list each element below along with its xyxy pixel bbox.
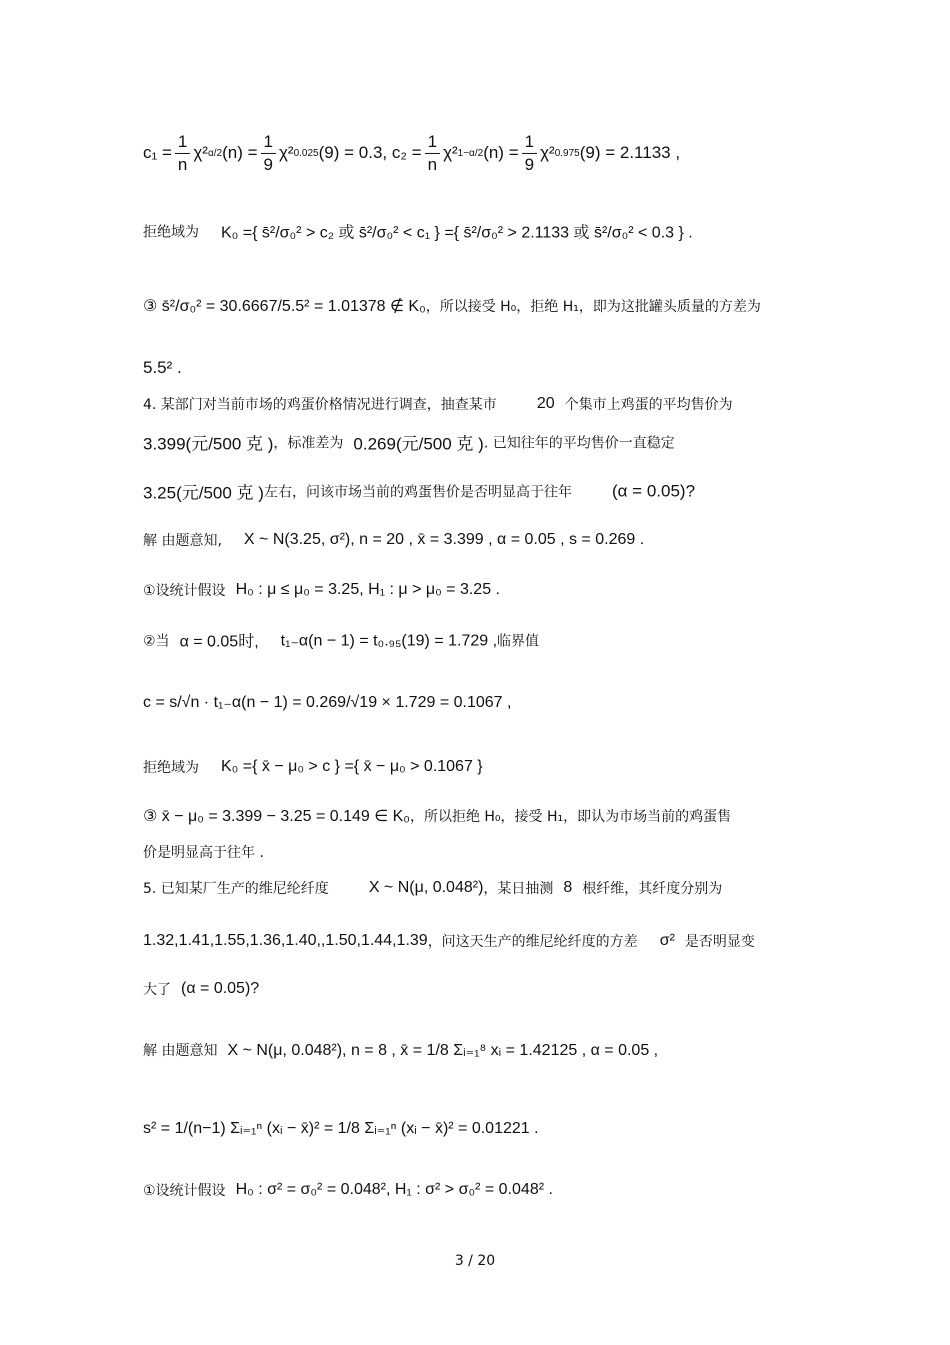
reject-region-1 [143,220,820,243]
sol5-label: 解 由题意知 [143,1043,218,1059]
h4-hypothesis [143,580,820,600]
label-reject-region: 拒绝域为 [143,224,199,240]
q5-line-1 [143,878,820,898]
sol5-formula: X ~ N(μ, 0.048²), n = 8 , x̄ = 1/8 Σᵢ₌₁⁸ xᵢ = 1.42125 , α = 0.05 , [227,1042,659,1059]
formula-sub: 0.025 [293,147,319,159]
fraction: $\frac{1}{9}$ [522,132,537,174]
q5-text-5: 是否明显变 [684,934,755,950]
q5-distribution: X ~ N(μ, 0.048²) [368,879,484,896]
fraction: $\frac{1}{n}$ [175,132,190,174]
q4-std-price: 0.269(元/500 克 ) [353,434,484,454]
fraction: $\frac{1}{9}$ [261,132,276,174]
q5-text: 5. 已知某厂生产的维尼纶纤度 [143,881,329,897]
q4-text-3: . 已知往年的平均售价一直稳定 [483,435,675,451]
formula-part: c₁ = [143,143,172,162]
text-step3-accept: ，所以接受 H₀，拒绝 H₁，即为这批罐头质量的方差为 [425,299,761,315]
q4-alpha: (α = 0.05)? [611,481,696,500]
t4-formula: t₁₋α(n − 1) = t₀.₉₅(19) = 1.729 , [280,632,498,649]
h4-formula: H₀ : μ ≤ μ₀ = 3.25, H₁ : μ > μ₀ = 3.25 . [235,581,500,598]
h5-formula: H₀ : σ² = σ₀² = 0.048², H₁ : σ² > σ₀² = 0.048² . [235,1181,553,1198]
q4-text-2: 个集市上鸡蛋的平均售价为 [564,397,733,413]
h5-label: ①设统计假设 [143,1183,226,1199]
text-step3-reject-end: 价是明显高于往年 . [143,845,264,861]
text-step3-accept-end: 5.5² . [143,358,182,377]
formula-part: χ² [278,143,294,162]
formula-part: (n) = [483,143,519,162]
q5-line-2 [143,931,820,951]
q4-mean-price: 3.399(元/500 克 ) [143,434,274,454]
q5-text-2: ，某日抽测 [483,881,554,897]
q4-text: 4. 某部门对当前市场的鸡蛋价格情况进行调查，抽查某市 [143,397,497,413]
formula-part: χ² [193,143,208,162]
q4-text-4: 左右，问该市场当前的鸡蛋售价是否明显高于往年 [263,484,572,500]
text-step3-reject: ，所以拒绝 H₀，接受 H₁，即认为市场当前的鸡蛋售 [409,809,732,825]
formula-part: χ² [443,143,458,162]
formula-step3-reject: ③ x̄ − μ₀ = 3.399 − 3.25 = 0.149 ∈ K₀ [143,808,410,825]
sol5-given [143,1040,820,1060]
t4-text: 临界值 [497,633,540,649]
q5-text-4: ，问这天生产的维尼纶纤度的方差 [427,934,638,950]
formula-part: (9) = 0.3, c₂ = [318,143,422,162]
formula-reject-region-4: K₀ ={ x̄ − μ₀ > c } ={ x̄ − μ₀ > 0.1067 } [221,758,483,775]
formula-sub: 1−α/2 [457,147,484,159]
q5-samples: 1.32,1.41,1.55,1.36,1.40,,1.50,1.44,1.39 [143,932,428,949]
reject-region-4 [143,757,820,777]
sol4-label: 解 由题意知, [143,533,222,549]
step3-accept [143,296,820,316]
c4-formula: c = s/√n · t₁₋α(n − 1) = 0.269/√19 × 1.729 = 0.1067 , [143,694,512,711]
s5-formula: s² = 1/(n−1) Σᵢ₌₁ⁿ (xᵢ − x̄)² = 1/8 Σᵢ₌₁ⁿ (xᵢ − x̄)² = 0.01221 . [143,1120,539,1137]
formula-part: (n) = [222,143,258,162]
sol4-formula: X ~ N(3.25, σ²), n = 20 , x̄ = 3.399 , α = 0.05 , s = 0.269 . [243,531,645,548]
formula-reject-region-1: K₀ ={ s̄²/σ₀² > c₂ 或 s̄²/σ₀² < c₁ } ={ s̄²/σ₀² > 2.1133 或 s̄²/σ₀² < 0.3 } . [221,224,693,242]
formula-step3-accept: ③ s̄²/σ₀² = 30.6667/5.5² = 1.01378 ∉ K₀ [143,298,426,315]
q4-line-1 [143,394,820,414]
t4-alpha: α = 0.05时, [179,633,259,651]
formula-part: χ² [540,143,555,162]
q5-text-3: 根纤维，其纤度分别为 [582,881,723,897]
formula-sub: 0.975 [554,147,580,159]
q5-sigma2: σ² [659,932,675,949]
q5-count: 8 [563,879,573,896]
q4-past-price: 3.25(元/500 克 ) [143,483,264,503]
fraction: $\frac{1}{n}$ [425,132,440,174]
q4-count: 20 [536,395,555,412]
formula-part: (9) = 2.1133 , [579,143,681,162]
t4-quantile [143,629,820,652]
q4-text-std: ，标准差为 [273,435,344,451]
q4-line-3 [143,479,820,504]
q5-text-6: 大了 [143,982,171,998]
formula-sub: α/2 [207,147,223,159]
t4-label: ②当 [143,633,170,649]
q4-line-2 [143,430,820,455]
formula-c1-c2 [143,132,820,174]
h4-label: ①设统计假设 [143,583,226,599]
q5-line-3 [143,979,820,999]
step3-reject [143,806,820,826]
q5-alpha: (α = 0.05)? [181,980,260,997]
label-reject-region-4: 拒绝域为 [143,760,199,776]
sol4-given [143,530,820,550]
h5-hypothesis [143,1180,820,1200]
page-number: 3 / 20 [454,1253,496,1269]
